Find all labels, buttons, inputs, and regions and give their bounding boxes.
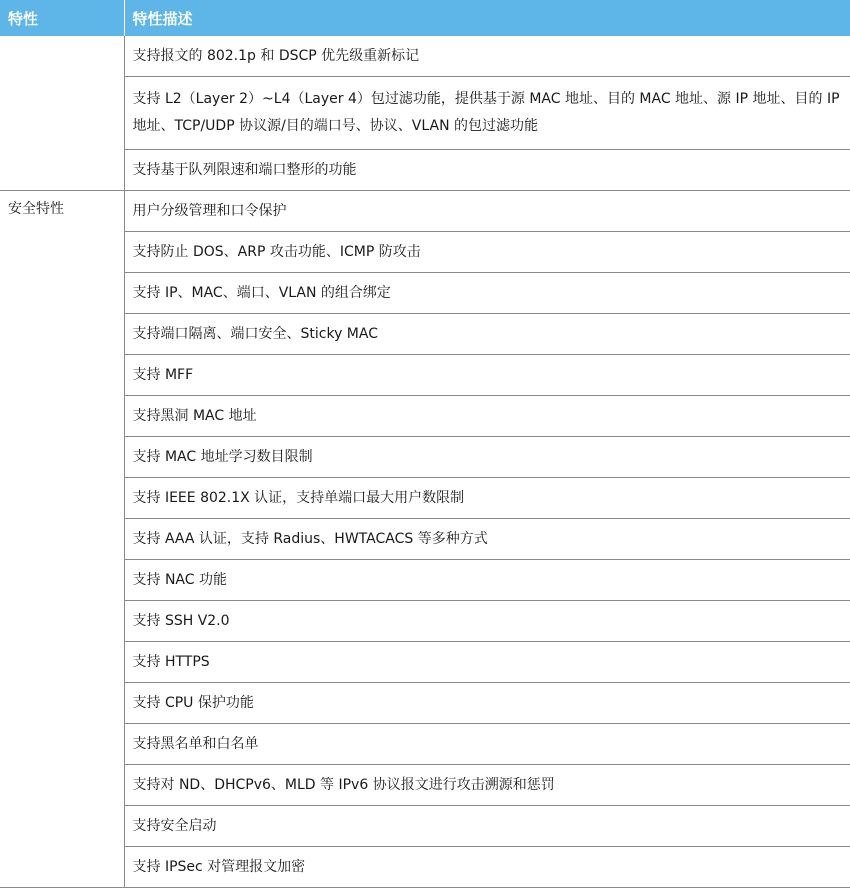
table-row xyxy=(0,77,850,150)
description-cell: 支持 IEEE 802.1X 认证，支持单端口最大用户数限制 xyxy=(124,478,850,519)
description-cell: 支持端口隔离、端口安全、Sticky MAC xyxy=(124,314,850,355)
table-row xyxy=(0,560,850,601)
category-cell xyxy=(0,36,124,191)
table-row xyxy=(0,478,850,519)
table-row xyxy=(0,232,850,273)
header-description: 特性描述 xyxy=(124,0,850,36)
category-cell: 安全特性 xyxy=(0,191,124,888)
table-row xyxy=(0,847,850,888)
table-row xyxy=(0,724,850,765)
description-cell: 支持 HTTPS xyxy=(124,642,850,683)
description-cell: 支持 SSH V2.0 xyxy=(124,601,850,642)
table-row xyxy=(0,396,850,437)
description-cell: 支持 NAC 功能 xyxy=(124,560,850,601)
description-cell: 支持 L2（Layer 2）~L4（Layer 4）包过滤功能，提供基于源 MAC 地址、目的 MAC 地址、源 IP 地址、目的 IP 地址、TCP/UDP 协议源/目的端口号、协议、VLAN 的包过滤功能 xyxy=(124,77,850,150)
description-cell: 支持 IPSec 对管理报文加密 xyxy=(124,847,850,888)
table-row xyxy=(0,191,850,232)
header-feature: 特性 xyxy=(0,0,124,36)
table-header-row xyxy=(0,0,850,36)
table-row xyxy=(0,683,850,724)
table-row xyxy=(0,519,850,560)
table-row xyxy=(0,642,850,683)
table-row xyxy=(0,601,850,642)
description-cell: 支持 MAC 地址学习数目限制 xyxy=(124,437,850,478)
description-cell: 支持 CPU 保护功能 xyxy=(124,683,850,724)
table-row xyxy=(0,437,850,478)
table-row xyxy=(0,806,850,847)
description-cell: 支持 MFF xyxy=(124,355,850,396)
description-cell: 支持 AAA 认证，支持 Radius、HWTACACS 等多种方式 xyxy=(124,519,850,560)
description-cell: 支持安全启动 xyxy=(124,806,850,847)
description-cell: 支持黑洞 MAC 地址 xyxy=(124,396,850,437)
description-cell: 支持基于队列限速和端口整形的功能 xyxy=(124,150,850,191)
table-row xyxy=(0,314,850,355)
description-cell: 支持 IP、MAC、端口、VLAN 的组合绑定 xyxy=(124,273,850,314)
description-cell: 支持黑名单和白名单 xyxy=(124,724,850,765)
table-row xyxy=(0,765,850,806)
table-row xyxy=(0,273,850,314)
description-cell: 支持防止 DOS、ARP 攻击功能、ICMP 防攻击 xyxy=(124,232,850,273)
description-cell: 支持报文的 802.1p 和 DSCP 优先级重新标记 xyxy=(124,36,850,77)
table-row xyxy=(0,150,850,191)
table-row xyxy=(0,36,850,77)
description-cell: 支持对 ND、DHCPv6、MLD 等 IPv6 协议报文进行攻击溯源和惩罚 xyxy=(124,765,850,806)
table-row xyxy=(0,355,850,396)
description-cell: 用户分级管理和口令保护 xyxy=(124,191,850,232)
